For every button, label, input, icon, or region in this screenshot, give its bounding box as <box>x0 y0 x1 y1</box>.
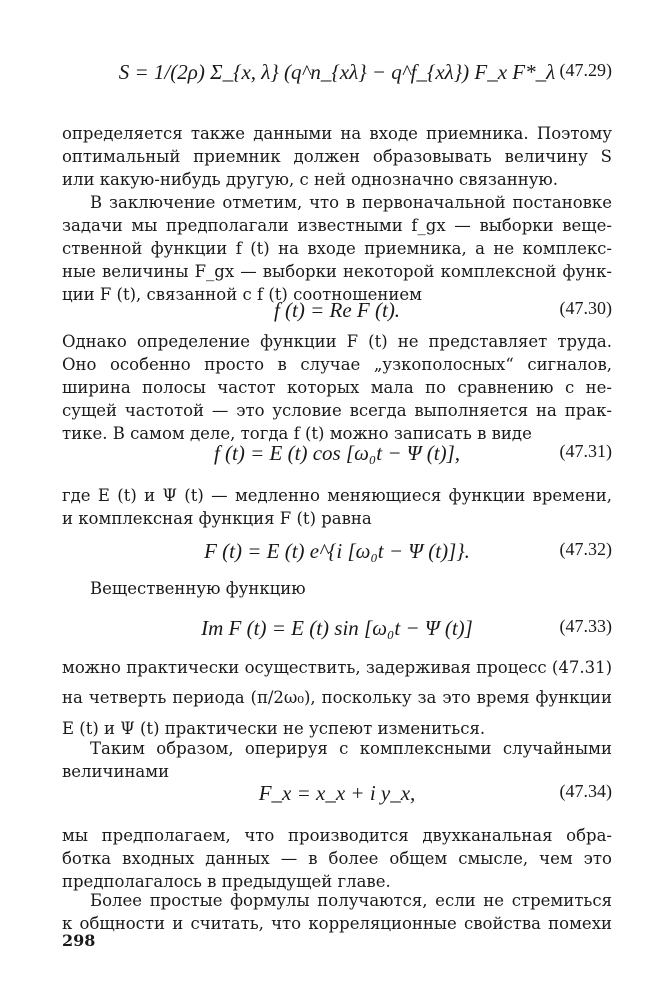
paragraph-9 <box>62 889 612 935</box>
text-line: на четверть периода (π/2ω₀), поскольку за это время функции <box>62 688 612 707</box>
text-line: Однако определение функции F (t) не представляет труда. <box>62 332 612 351</box>
text-line: E (t) и Ψ (t) практически не успеют измениться. <box>62 719 486 738</box>
paragraph-4 <box>62 484 612 530</box>
equation-number: (47.33) <box>559 616 612 636</box>
equation-formula: S = 1/(2ρ) Σ_{x, λ} (q^n_{xλ} − q^f_{xλ}) F_x F*_λ <box>118 60 556 84</box>
text-line: определяется также данными на входе приемника. Поэтому <box>62 124 612 143</box>
equation-number: (47.30) <box>559 298 612 318</box>
equation-formula: F_x = x_x + i y_x, <box>258 781 416 805</box>
text-line: ные величины F_gx — выборки некоторой комплексной функ- <box>62 262 612 281</box>
paragraph-5 <box>62 577 612 600</box>
text-line: где E (t) и Ψ (t) — медленно меняющиеся функции времени, <box>62 486 612 505</box>
equation-47-33 <box>62 616 612 641</box>
equation-number: (47.29) <box>559 60 612 80</box>
equation-formula: f (t) = E (t) cos [ω₀t − Ψ (t)], <box>213 441 461 465</box>
text-line: к общности и считать, что корреляционные свойства помехи <box>62 914 612 933</box>
paragraph-1 <box>62 122 612 191</box>
equation-number: (47.32) <box>559 539 612 559</box>
equation-47-31 <box>62 441 612 466</box>
equation-47-29 <box>62 60 612 85</box>
equation-formula: Im F (t) = E (t) sin [ω₀t − Ψ (t)] <box>201 616 473 640</box>
text-line: ботка входных данных — в более общем смысле, чем это <box>62 849 612 868</box>
paragraph-7 <box>62 737 612 783</box>
text-line: ширина полосы частот которых мала по сравнению с не- <box>62 378 612 397</box>
text-line: или какую-нибудь другую, с ней однозначно связанную. <box>62 170 559 189</box>
text-line: Оно особенно просто в случае „узкополосных“ сигналов, <box>62 355 612 374</box>
text-line: Более простые формулы получаются, если не стремиться <box>90 891 612 910</box>
text-line: можно практически осуществить, задерживая процесс (47.31) <box>62 658 612 677</box>
text-line: задачи мы предполагали известными f_gx — выборки веще- <box>62 216 612 235</box>
text-line: Таким образом, оперируя с комплексными случайными <box>90 739 612 758</box>
equation-47-30 <box>62 298 612 323</box>
text-line: величинами <box>62 762 170 781</box>
paragraph-2 <box>62 191 612 306</box>
equation-47-34 <box>62 781 612 806</box>
text-line: Вещественную функцию <box>90 579 306 598</box>
equation-formula: F (t) = E (t) e^{i [ω₀t − Ψ (t)]}. <box>204 539 470 563</box>
equation-formula: f (t) = Re F (t). <box>273 298 401 322</box>
text-line: ции F (t), связанной с f (t) соотношением <box>62 285 422 304</box>
paragraph-8 <box>62 824 612 893</box>
text-line: В заключение отметим, что в первоначальной постановке <box>90 193 612 212</box>
text-line: и комплексная функция F (t) равна <box>62 509 372 528</box>
text-line: мы предполагаем, что производится двухканальная обра- <box>62 826 612 845</box>
text-line: оптимальный приемник должен образовывать величину S <box>62 147 612 166</box>
text-line: предполагалось в предыдущей главе. <box>62 872 391 891</box>
equation-47-32 <box>62 539 612 564</box>
paragraph-6 <box>62 656 612 740</box>
equation-number: (47.34) <box>559 781 612 801</box>
page-number: 298 <box>62 931 96 950</box>
paragraph-3 <box>62 330 612 445</box>
equation-number: (47.31) <box>559 441 612 461</box>
text-line: тике. В самом деле, тогда f (t) можно записать в виде <box>62 424 532 443</box>
text-line: сущей частотой — это условие всегда выполняется на прак- <box>62 401 612 420</box>
text-line: ственной функции f (t) на входе приемника, а не комплекс- <box>62 239 612 258</box>
